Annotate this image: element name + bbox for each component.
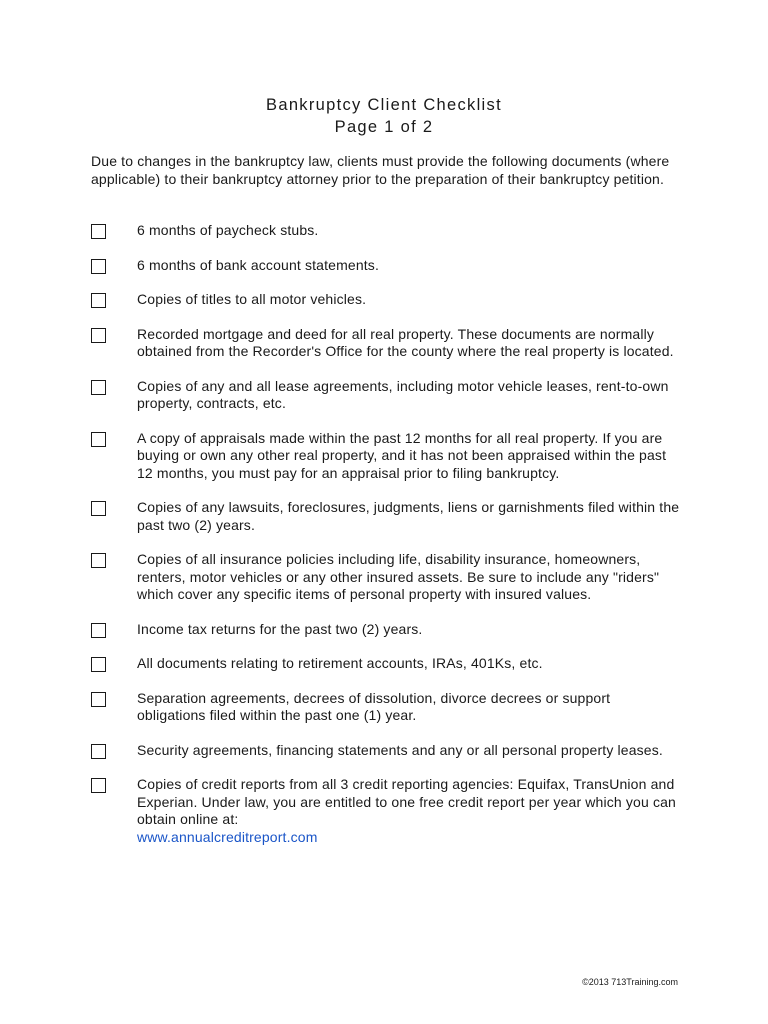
checklist-item — [91, 430, 681, 483]
checklist-item-text: 6 months of bank account statements. — [137, 256, 379, 273]
checkbox[interactable] — [91, 553, 106, 568]
checkbox[interactable] — [91, 259, 106, 274]
title-line-1: Bankruptcy Client Checklist — [266, 96, 502, 114]
checkbox[interactable] — [91, 328, 106, 343]
checklist-item — [91, 499, 681, 534]
checklist-item-text: A copy of appraisals made within the past 12 months for all real property. If you are buying or own any other real property, and it has not been appraised within the past 12 months, you must pay for an appraisal prior to filing bankruptcy. — [137, 429, 667, 481]
checkbox[interactable] — [91, 692, 106, 707]
checklist-item-text: Copies of any lawsuits, foreclosures, judgments, liens or garnishments filed within the past two (2) years. — [137, 499, 680, 533]
checkbox[interactable] — [91, 657, 106, 672]
checklist — [91, 222, 681, 846]
checkbox[interactable] — [91, 778, 106, 793]
checklist-item — [91, 655, 681, 673]
checkbox[interactable] — [91, 432, 106, 447]
checklist-item — [91, 291, 681, 309]
checklist-item — [91, 621, 681, 639]
checklist-item-text: Separation agreements, decrees of dissolution, divorce decrees or support obligations filed within the past one (1) year. — [137, 689, 611, 723]
checklist-item — [91, 326, 681, 361]
checklist-item-text: Copies of all insurance policies including life, disability insurance, homeowners, renters, motor vehicles or any other insured assets. Be sure to include any "riders" which cover any specific items of personal property with insured values. — [137, 551, 660, 602]
checklist-item — [91, 378, 681, 413]
document-title — [0, 94, 768, 138]
checklist-item — [91, 551, 681, 604]
checklist-item-text: Recorded mortgage and deed for all real property. These documents are normally obtained from the Recorder's Office for the county where the real property is located. — [137, 325, 674, 359]
checklist-item — [91, 222, 681, 240]
checklist-item — [91, 742, 681, 760]
checkbox[interactable] — [91, 293, 106, 308]
checklist-item-text: Security agreements, financing statements and any or all personal property leases. — [137, 741, 663, 758]
checklist-item-text-wrapper — [136, 776, 681, 846]
title-line-2: Page 1 of 2 — [334, 118, 434, 136]
checkbox[interactable] — [91, 744, 106, 759]
checklist-item-text: 6 months of paycheck stubs. — [137, 222, 319, 238]
checklist-item — [91, 690, 681, 725]
checklist-item-text: Copies of credit reports from all 3 credit reporting agencies: Equifax, TransUnion and Experian. Under law, you are entitled to one free credit report per year which you can obtain online at: — [137, 776, 676, 827]
checklist-item-text: Copies of any and all lease agreements, including motor vehicle leases, rent-to-own property, contracts, etc. — [137, 377, 669, 411]
checklist-item — [91, 776, 681, 846]
checklist-item-text: Income tax returns for the past two (2) years. — [137, 620, 423, 637]
checklist-item-text: All documents relating to retirement accounts, IRAs, 401Ks, etc. — [137, 655, 543, 671]
checkbox[interactable] — [91, 623, 106, 638]
intro-paragraph: Due to changes in the bankruptcy law, clients must provide the following documents (where applicable) to their bankruptcy attorney prior to the preparation of their bankruptcy petition. — [91, 153, 670, 187]
annual-credit-report-link[interactable]: www.annualcreditreport.com — [137, 828, 318, 845]
copyright-footer: ©2013 713Training.com — [582, 977, 678, 987]
checkbox[interactable] — [91, 224, 106, 239]
checklist-item-text: Copies of titles to all motor vehicles. — [137, 291, 367, 307]
checklist-item — [91, 257, 681, 275]
checkbox[interactable] — [91, 380, 106, 395]
checkbox[interactable] — [91, 501, 106, 516]
